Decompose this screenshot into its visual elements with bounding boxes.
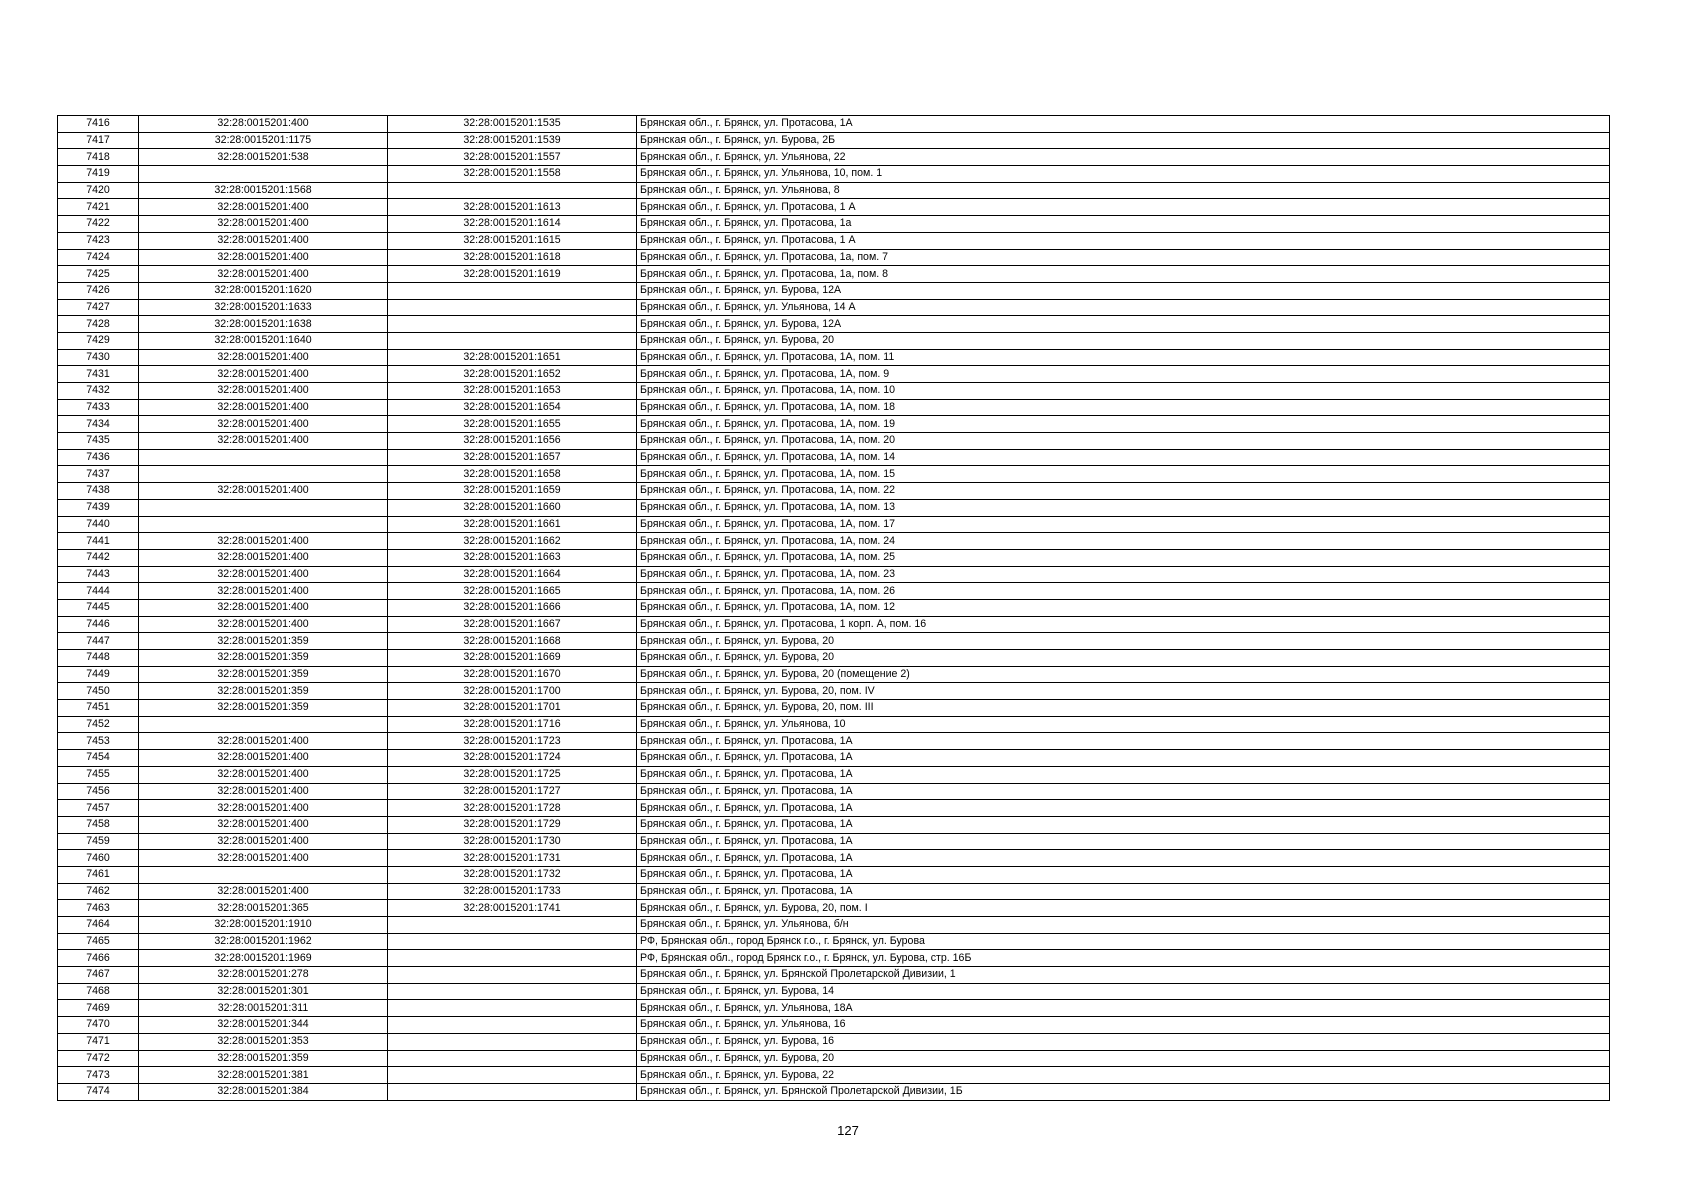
parcel-number-cell: 32:28:0015201:400 — [139, 800, 388, 817]
table-row — [58, 733, 1610, 750]
table-row — [58, 249, 1610, 266]
parcel-number-cell: 32:28:0015201:400 — [139, 533, 388, 550]
parcel-number-cell: 32:28:0015201:384 — [139, 1083, 388, 1100]
parcel-number-cell: 32:28:0015201:400 — [139, 833, 388, 850]
table-row — [58, 933, 1610, 950]
object-number-cell — [388, 967, 637, 984]
table-row — [58, 433, 1610, 450]
address-cell: Брянская обл., г. Брянск, ул. Брянской Пролетарской Дивизии, 1Б — [637, 1083, 1610, 1100]
address-cell: Брянская обл., г. Брянск, ул. Протасова, 1А — [637, 816, 1610, 833]
parcel-number-cell: 32:28:0015201:400 — [139, 232, 388, 249]
address-cell: Брянская обл., г. Брянск, ул. Бурова, 20 — [637, 1050, 1610, 1067]
parcel-number-cell: 32:28:0015201:1962 — [139, 933, 388, 950]
object-number-cell — [388, 1017, 637, 1034]
parcel-number-cell: 32:28:0015201:400 — [139, 433, 388, 450]
parcel-number-cell: 32:28:0015201:344 — [139, 1017, 388, 1034]
table-row — [58, 282, 1610, 299]
parcel-number-cell: 32:28:0015201:400 — [139, 883, 388, 900]
object-number-cell: 32:28:0015201:1667 — [388, 616, 637, 633]
row-number-cell: 7449 — [58, 666, 139, 683]
row-number-cell: 7453 — [58, 733, 139, 750]
row-number-cell: 7458 — [58, 816, 139, 833]
table-row — [58, 1083, 1610, 1100]
row-number-cell: 7474 — [58, 1083, 139, 1100]
address-cell: Брянская обл., г. Брянск, ул. Протасова, 1А, пом. 13 — [637, 499, 1610, 516]
parcel-number-cell: 32:28:0015201:400 — [139, 416, 388, 433]
row-number-cell: 7431 — [58, 366, 139, 383]
object-number-cell: 32:28:0015201:1656 — [388, 433, 637, 450]
parcel-number-cell: 32:28:0015201:400 — [139, 816, 388, 833]
parcel-number-cell: 32:28:0015201:400 — [139, 249, 388, 266]
row-number-cell: 7425 — [58, 266, 139, 283]
object-number-cell: 32:28:0015201:1651 — [388, 349, 637, 366]
address-cell: Брянская обл., г. Брянск, ул. Протасова, 1А, пом. 17 — [637, 516, 1610, 533]
table-row — [58, 166, 1610, 183]
table-row — [58, 866, 1610, 883]
address-cell: Брянская обл., г. Брянск, ул. Протасова, 1А — [637, 850, 1610, 867]
row-number-cell: 7462 — [58, 883, 139, 900]
table-row — [58, 850, 1610, 867]
cadastral-table — [57, 115, 1610, 1101]
object-number-cell: 32:28:0015201:1614 — [388, 216, 637, 233]
row-number-cell: 7424 — [58, 249, 139, 266]
row-number-cell: 7419 — [58, 166, 139, 183]
address-cell: Брянская обл., г. Брянск, ул. Протасова, 1 корп. А, пом. 16 — [637, 616, 1610, 633]
table-row — [58, 599, 1610, 616]
table-row — [58, 650, 1610, 667]
address-cell: Брянская обл., г. Брянск, ул. Протасова, 1А — [637, 116, 1610, 133]
table-row — [58, 216, 1610, 233]
object-number-cell: 32:28:0015201:1658 — [388, 466, 637, 483]
table-row — [58, 766, 1610, 783]
row-number-cell: 7417 — [58, 132, 139, 149]
address-cell: Брянская обл., г. Брянск, ул. Протасова, 1А, пом. 24 — [637, 533, 1610, 550]
parcel-number-cell: 32:28:0015201:1175 — [139, 132, 388, 149]
object-number-cell: 32:28:0015201:1725 — [388, 766, 637, 783]
object-number-cell: 32:28:0015201:1716 — [388, 716, 637, 733]
object-number-cell: 32:28:0015201:1728 — [388, 800, 637, 817]
row-number-cell: 7423 — [58, 232, 139, 249]
row-number-cell: 7459 — [58, 833, 139, 850]
address-cell: Брянская обл., г. Брянск, ул. Бурова, 20 — [637, 332, 1610, 349]
row-number-cell: 7456 — [58, 783, 139, 800]
parcel-number-cell: 32:28:0015201:400 — [139, 199, 388, 216]
parcel-number-cell: 32:28:0015201:400 — [139, 399, 388, 416]
parcel-number-cell: 32:28:0015201:1910 — [139, 917, 388, 934]
parcel-number-cell: 32:28:0015201:400 — [139, 366, 388, 383]
row-number-cell: 7422 — [58, 216, 139, 233]
row-number-cell: 7464 — [58, 917, 139, 934]
parcel-number-cell: 32:28:0015201:1640 — [139, 332, 388, 349]
address-cell: Брянская обл., г. Брянск, ул. Бурова, 14 — [637, 983, 1610, 1000]
object-number-cell — [388, 282, 637, 299]
table-row — [58, 1050, 1610, 1067]
row-number-cell: 7472 — [58, 1050, 139, 1067]
parcel-number-cell: 32:28:0015201:1633 — [139, 299, 388, 316]
address-cell: Брянская обл., г. Брянск, ул. Протасова, 1 А — [637, 199, 1610, 216]
table-row — [58, 833, 1610, 850]
table-row — [58, 383, 1610, 400]
table-row — [58, 332, 1610, 349]
object-number-cell: 32:28:0015201:1700 — [388, 683, 637, 700]
table-row — [58, 616, 1610, 633]
parcel-number-cell: 32:28:0015201:400 — [139, 483, 388, 500]
parcel-number-cell: 32:28:0015201:400 — [139, 583, 388, 600]
object-number-cell: 32:28:0015201:1613 — [388, 199, 637, 216]
table-row — [58, 816, 1610, 833]
address-cell: Брянская обл., г. Брянск, ул. Ульянова, 10 — [637, 716, 1610, 733]
table-row — [58, 750, 1610, 767]
row-number-cell: 7447 — [58, 633, 139, 650]
object-number-cell: 32:28:0015201:1733 — [388, 883, 637, 900]
address-cell: Брянская обл., г. Брянск, ул. Бурова, 12А — [637, 282, 1610, 299]
address-cell: Брянская обл., г. Брянск, ул. Протасова, 1А, пом. 23 — [637, 566, 1610, 583]
object-number-cell: 32:28:0015201:1727 — [388, 783, 637, 800]
object-number-cell: 32:28:0015201:1701 — [388, 700, 637, 717]
address-cell: Брянская обл., г. Брянск, ул. Протасова, 1 А — [637, 232, 1610, 249]
table-row — [58, 800, 1610, 817]
row-number-cell: 7436 — [58, 449, 139, 466]
address-cell: Брянская обл., г. Брянск, ул. Протасова, 1а — [637, 216, 1610, 233]
address-cell: Брянская обл., г. Брянск, ул. Протасова, 1А, пом. 26 — [637, 583, 1610, 600]
parcel-number-cell: 32:28:0015201:400 — [139, 616, 388, 633]
object-number-cell: 32:28:0015201:1670 — [388, 666, 637, 683]
object-number-cell: 32:28:0015201:1653 — [388, 383, 637, 400]
table-row — [58, 917, 1610, 934]
object-number-cell: 32:28:0015201:1661 — [388, 516, 637, 533]
address-cell: Брянская обл., г. Брянск, ул. Протасова, 1А, пом. 9 — [637, 366, 1610, 383]
table-row — [58, 533, 1610, 550]
object-number-cell — [388, 1050, 637, 1067]
page-number: 127 — [837, 1123, 859, 1138]
address-cell: Брянская обл., г. Брянск, ул. Протасова, 1А, пом. 20 — [637, 433, 1610, 450]
row-number-cell: 7443 — [58, 566, 139, 583]
object-number-cell: 32:28:0015201:1652 — [388, 366, 637, 383]
object-number-cell: 32:28:0015201:1731 — [388, 850, 637, 867]
object-number-cell: 32:28:0015201:1724 — [388, 750, 637, 767]
row-number-cell: 7438 — [58, 483, 139, 500]
row-number-cell: 7467 — [58, 967, 139, 984]
object-number-cell: 32:28:0015201:1741 — [388, 900, 637, 917]
address-cell: Брянская обл., г. Брянск, ул. Протасова, 1А, пом. 18 — [637, 399, 1610, 416]
table-row — [58, 299, 1610, 316]
row-number-cell: 7430 — [58, 349, 139, 366]
parcel-number-cell: 32:28:0015201:301 — [139, 983, 388, 1000]
object-number-cell — [388, 983, 637, 1000]
object-number-cell: 32:28:0015201:1730 — [388, 833, 637, 850]
address-cell: Брянская обл., г. Брянск, ул. Ульянова, 16 — [637, 1017, 1610, 1034]
address-cell: Брянская обл., г. Брянск, ул. Протасова, 1А, пом. 14 — [637, 449, 1610, 466]
row-number-cell: 7418 — [58, 149, 139, 166]
table-row — [58, 700, 1610, 717]
row-number-cell: 7466 — [58, 950, 139, 967]
address-cell: Брянская обл., г. Брянск, ул. Протасова, 1А — [637, 766, 1610, 783]
row-number-cell: 7470 — [58, 1017, 139, 1034]
row-number-cell: 7469 — [58, 1000, 139, 1017]
object-number-cell — [388, 950, 637, 967]
address-cell: Брянская обл., г. Брянск, ул. Протасова, 1А, пом. 25 — [637, 549, 1610, 566]
parcel-number-cell: 32:28:0015201:381 — [139, 1067, 388, 1084]
table-row — [58, 1000, 1610, 1017]
object-number-cell: 32:28:0015201:1663 — [388, 549, 637, 566]
table-row — [58, 883, 1610, 900]
parcel-number-cell — [139, 166, 388, 183]
address-cell: Брянская обл., г. Брянск, ул. Протасова, 1А — [637, 866, 1610, 883]
object-number-cell — [388, 299, 637, 316]
table-row — [58, 1033, 1610, 1050]
address-cell: Брянская обл., г. Брянск, ул. Протасова, 1А, пом. 10 — [637, 383, 1610, 400]
parcel-number-cell: 32:28:0015201:359 — [139, 683, 388, 700]
address-cell: Брянская обл., г. Брянск, ул. Бурова, 20 — [637, 633, 1610, 650]
object-number-cell: 32:28:0015201:1660 — [388, 499, 637, 516]
address-cell: Брянская обл., г. Брянск, ул. Бурова, 2Б — [637, 132, 1610, 149]
row-number-cell: 7455 — [58, 766, 139, 783]
address-cell: Брянская обл., г. Брянск, ул. Ульянова, 18А — [637, 1000, 1610, 1017]
table-row — [58, 232, 1610, 249]
parcel-number-cell: 32:28:0015201:400 — [139, 349, 388, 366]
address-cell: Брянская обл., г. Брянск, ул. Протасова, 1а, пом. 7 — [637, 249, 1610, 266]
object-number-cell: 32:28:0015201:1657 — [388, 449, 637, 466]
table-row — [58, 666, 1610, 683]
object-number-cell: 32:28:0015201:1655 — [388, 416, 637, 433]
object-number-cell: 32:28:0015201:1558 — [388, 166, 637, 183]
row-number-cell: 7437 — [58, 466, 139, 483]
row-number-cell: 7432 — [58, 383, 139, 400]
address-cell: Брянская обл., г. Брянск, ул. Брянской Пролетарской Дивизии, 1 — [637, 967, 1610, 984]
parcel-number-cell: 32:28:0015201:1620 — [139, 282, 388, 299]
object-number-cell — [388, 1000, 637, 1017]
parcel-number-cell — [139, 449, 388, 466]
parcel-number-cell: 32:28:0015201:359 — [139, 1050, 388, 1067]
row-number-cell: 7426 — [58, 282, 139, 299]
row-number-cell: 7428 — [58, 316, 139, 333]
object-number-cell: 32:28:0015201:1654 — [388, 399, 637, 416]
table-row — [58, 182, 1610, 199]
address-cell: Брянская обл., г. Брянск, ул. Протасова, 1А — [637, 783, 1610, 800]
table-row — [58, 549, 1610, 566]
row-number-cell: 7463 — [58, 900, 139, 917]
row-number-cell: 7460 — [58, 850, 139, 867]
address-cell: Брянская обл., г. Брянск, ул. Протасова, 1А — [637, 800, 1610, 817]
address-cell: Брянская обл., г. Брянск, ул. Протасова, 1А — [637, 833, 1610, 850]
row-number-cell: 7450 — [58, 683, 139, 700]
object-number-cell: 32:28:0015201:1669 — [388, 650, 637, 667]
address-cell: Брянская обл., г. Брянск, ул. Бурова, 20 — [637, 650, 1610, 667]
object-number-cell: 32:28:0015201:1662 — [388, 533, 637, 550]
parcel-number-cell: 32:28:0015201:538 — [139, 149, 388, 166]
object-number-cell — [388, 332, 637, 349]
object-number-cell — [388, 917, 637, 934]
address-cell: Брянская обл., г. Брянск, ул. Бурова, 22 — [637, 1067, 1610, 1084]
object-number-cell: 32:28:0015201:1664 — [388, 566, 637, 583]
object-number-cell: 32:28:0015201:1659 — [388, 483, 637, 500]
parcel-number-cell: 32:28:0015201:359 — [139, 633, 388, 650]
object-number-cell: 32:28:0015201:1539 — [388, 132, 637, 149]
parcel-number-cell — [139, 499, 388, 516]
row-number-cell: 7441 — [58, 533, 139, 550]
cadastral-table-body — [58, 116, 1610, 1101]
row-number-cell: 7452 — [58, 716, 139, 733]
table-row — [58, 149, 1610, 166]
parcel-number-cell: 32:28:0015201:311 — [139, 1000, 388, 1017]
object-number-cell: 32:28:0015201:1557 — [388, 149, 637, 166]
address-cell: Брянская обл., г. Брянск, ул. Бурова, 16 — [637, 1033, 1610, 1050]
address-cell: Брянская обл., г. Брянск, ул. Протасова, 1а, пом. 8 — [637, 266, 1610, 283]
row-number-cell: 7439 — [58, 499, 139, 516]
object-number-cell — [388, 1067, 637, 1084]
table-row — [58, 499, 1610, 516]
parcel-number-cell: 32:28:0015201:359 — [139, 666, 388, 683]
address-cell: Брянская обл., г. Брянск, ул. Бурова, 12А — [637, 316, 1610, 333]
row-number-cell: 7448 — [58, 650, 139, 667]
parcel-number-cell: 32:28:0015201:400 — [139, 549, 388, 566]
address-cell: РФ, Брянская обл., город Брянск г.о., г. Брянск, ул. Бурова, стр. 16Б — [637, 950, 1610, 967]
row-number-cell: 7416 — [58, 116, 139, 133]
object-number-cell — [388, 933, 637, 950]
row-number-cell: 7465 — [58, 933, 139, 950]
parcel-number-cell: 32:28:0015201:400 — [139, 750, 388, 767]
table-row — [58, 983, 1610, 1000]
parcel-number-cell — [139, 516, 388, 533]
parcel-number-cell: 32:28:0015201:400 — [139, 116, 388, 133]
row-number-cell: 7473 — [58, 1067, 139, 1084]
parcel-number-cell — [139, 866, 388, 883]
address-cell: РФ, Брянская обл., город Брянск г.о., г. Брянск, ул. Бурова — [637, 933, 1610, 950]
object-number-cell — [388, 1033, 637, 1050]
object-number-cell — [388, 1083, 637, 1100]
row-number-cell: 7445 — [58, 599, 139, 616]
address-cell: Брянская обл., г. Брянск, ул. Протасова, 1А — [637, 733, 1610, 750]
table-row — [58, 349, 1610, 366]
address-cell: Брянская обл., г. Брянск, ул. Протасова, 1А — [637, 883, 1610, 900]
row-number-cell: 7444 — [58, 583, 139, 600]
table-row — [58, 1017, 1610, 1034]
table-row — [58, 566, 1610, 583]
table-row — [58, 199, 1610, 216]
address-cell: Брянская обл., г. Брянск, ул. Ульянова, 10, пом. 1 — [637, 166, 1610, 183]
row-number-cell: 7434 — [58, 416, 139, 433]
row-number-cell: 7427 — [58, 299, 139, 316]
row-number-cell: 7440 — [58, 516, 139, 533]
parcel-number-cell: 32:28:0015201:400 — [139, 216, 388, 233]
row-number-cell: 7468 — [58, 983, 139, 1000]
parcel-number-cell: 32:28:0015201:400 — [139, 599, 388, 616]
row-number-cell: 7454 — [58, 750, 139, 767]
table-row — [58, 1067, 1610, 1084]
parcel-number-cell — [139, 716, 388, 733]
table-row — [58, 950, 1610, 967]
table-row — [58, 116, 1610, 133]
row-number-cell: 7442 — [58, 549, 139, 566]
object-number-cell: 32:28:0015201:1732 — [388, 866, 637, 883]
table-row — [58, 583, 1610, 600]
address-cell: Брянская обл., г. Брянск, ул. Бурова, 20, пом. III — [637, 700, 1610, 717]
address-cell: Брянская обл., г. Брянск, ул. Бурова, 20, пом. IV — [637, 683, 1610, 700]
parcel-number-cell: 32:28:0015201:1568 — [139, 182, 388, 199]
parcel-number-cell: 32:28:0015201:359 — [139, 650, 388, 667]
object-number-cell — [388, 316, 637, 333]
parcel-number-cell: 32:28:0015201:1969 — [139, 950, 388, 967]
row-number-cell: 7461 — [58, 866, 139, 883]
table-row — [58, 266, 1610, 283]
table-row — [58, 716, 1610, 733]
parcel-number-cell: 32:28:0015201:1638 — [139, 316, 388, 333]
object-number-cell: 32:28:0015201:1535 — [388, 116, 637, 133]
row-number-cell: 7451 — [58, 700, 139, 717]
address-cell: Брянская обл., г. Брянск, ул. Ульянова, б/н — [637, 917, 1610, 934]
object-number-cell — [388, 182, 637, 199]
object-number-cell: 32:28:0015201:1615 — [388, 232, 637, 249]
address-cell: Брянская обл., г. Брянск, ул. Протасова, 1А, пом. 22 — [637, 483, 1610, 500]
parcel-number-cell: 32:28:0015201:400 — [139, 566, 388, 583]
address-cell: Брянская обл., г. Брянск, ул. Бурова, 20 (помещение 2) — [637, 666, 1610, 683]
address-cell: Брянская обл., г. Брянск, ул. Ульянова, 8 — [637, 182, 1610, 199]
row-number-cell: 7446 — [58, 616, 139, 633]
table-row — [58, 633, 1610, 650]
address-cell: Брянская обл., г. Брянск, ул. Бурова, 20, пом. I — [637, 900, 1610, 917]
address-cell: Брянская обл., г. Брянск, ул. Протасова, 1А, пом. 19 — [637, 416, 1610, 433]
table-row — [58, 683, 1610, 700]
object-number-cell: 32:28:0015201:1668 — [388, 633, 637, 650]
parcel-number-cell: 32:28:0015201:365 — [139, 900, 388, 917]
row-number-cell: 7420 — [58, 182, 139, 199]
table-row — [58, 900, 1610, 917]
parcel-number-cell: 32:28:0015201:400 — [139, 783, 388, 800]
parcel-number-cell: 32:28:0015201:400 — [139, 733, 388, 750]
parcel-number-cell: 32:28:0015201:353 — [139, 1033, 388, 1050]
object-number-cell: 32:28:0015201:1666 — [388, 599, 637, 616]
table-row — [58, 783, 1610, 800]
address-cell: Брянская обл., г. Брянск, ул. Протасова, 1А, пом. 15 — [637, 466, 1610, 483]
address-cell: Брянская обл., г. Брянск, ул. Ульянова, 14 А — [637, 299, 1610, 316]
row-number-cell: 7433 — [58, 399, 139, 416]
parcel-number-cell: 32:28:0015201:400 — [139, 850, 388, 867]
parcel-number-cell — [139, 466, 388, 483]
object-number-cell: 32:28:0015201:1619 — [388, 266, 637, 283]
table-row — [58, 132, 1610, 149]
address-cell: Брянская обл., г. Брянск, ул. Протасова, 1А, пом. 11 — [637, 349, 1610, 366]
table-row — [58, 466, 1610, 483]
parcel-number-cell: 32:28:0015201:359 — [139, 700, 388, 717]
address-cell: Брянская обл., г. Брянск, ул. Ульянова, 22 — [637, 149, 1610, 166]
parcel-number-cell: 32:28:0015201:400 — [139, 766, 388, 783]
row-number-cell: 7435 — [58, 433, 139, 450]
address-cell: Брянская обл., г. Брянск, ул. Протасова, 1А, пом. 12 — [637, 599, 1610, 616]
table-row — [58, 399, 1610, 416]
parcel-number-cell: 32:28:0015201:278 — [139, 967, 388, 984]
address-cell: Брянская обл., г. Брянск, ул. Протасова, 1А — [637, 750, 1610, 767]
object-number-cell: 32:28:0015201:1723 — [388, 733, 637, 750]
table-row — [58, 516, 1610, 533]
table-row — [58, 416, 1610, 433]
row-number-cell: 7471 — [58, 1033, 139, 1050]
row-number-cell: 7457 — [58, 800, 139, 817]
parcel-number-cell: 32:28:0015201:400 — [139, 383, 388, 400]
row-number-cell: 7421 — [58, 199, 139, 216]
object-number-cell: 32:28:0015201:1618 — [388, 249, 637, 266]
object-number-cell: 32:28:0015201:1665 — [388, 583, 637, 600]
parcel-number-cell: 32:28:0015201:400 — [139, 266, 388, 283]
object-number-cell: 32:28:0015201:1729 — [388, 816, 637, 833]
table-row — [58, 316, 1610, 333]
row-number-cell: 7429 — [58, 332, 139, 349]
table-row — [58, 967, 1610, 984]
table-row — [58, 366, 1610, 383]
table-row — [58, 449, 1610, 466]
table-row — [58, 483, 1610, 500]
